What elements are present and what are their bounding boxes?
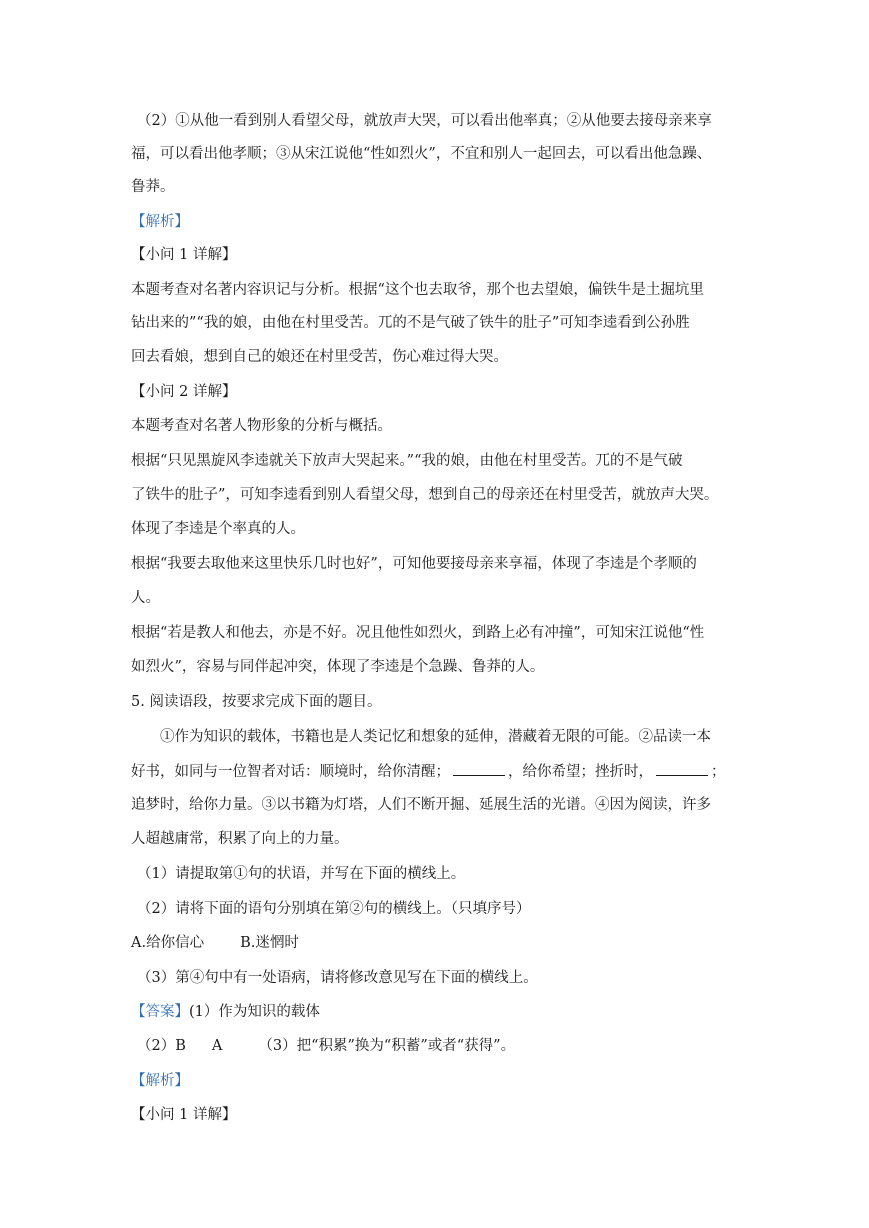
options-line bbox=[131, 933, 741, 953]
passage-line-2-c: ； bbox=[711, 764, 726, 780]
sub-question-1-heading-2: 【小问 1 详解】 bbox=[131, 1107, 237, 1123]
analysis-2-line-1: 根据“只见黑旋风李逵就关下放声大哭起来。”“我的娘，由他在村里受苦。兀的不是气破 bbox=[131, 453, 683, 469]
answer-tag: 【答案】 bbox=[131, 1004, 189, 1020]
answer-5-1: (1）作为知识的载体 bbox=[189, 1004, 320, 1020]
answer-5-3: （3）把“积累”换为“积蓄”或者“获得”。 bbox=[258, 1038, 516, 1054]
analysis-1-line-3: 回去看娘，想到自己的娘还在村里受苦，伤心难过得大哭。 bbox=[131, 349, 508, 365]
passage-line-2 bbox=[131, 761, 741, 782]
option-b: B.迷惘时 bbox=[240, 935, 299, 951]
passage-line-1: ①作为知识的载体，书籍也是人类记忆和想象的延伸，潜藏着无限的可能。②品读一本 bbox=[160, 729, 711, 745]
passage-line-2-b: ，给你希望；挫折时， bbox=[508, 764, 653, 780]
analysis-2-line-2: 了铁牛的肚子”，可知李逵看到别人看望父母，想到自己的母亲还在村里受苦，就放声大哭。 bbox=[131, 487, 719, 503]
answer-line-2-part1: （2）①从他一看到别人看望父母，就放声大哭，可以看出他率真；②从他要去接母亲来享 bbox=[137, 113, 712, 129]
sub-question-5-1: （1）请提取第①句的状语，并写在下面的横线上。 bbox=[137, 866, 466, 882]
sub-question-1-heading: 【小问 1 详解】 bbox=[131, 247, 237, 263]
sub-question-2-heading: 【小问 2 详解】 bbox=[131, 384, 237, 400]
analysis-heading: 【解析】 bbox=[131, 214, 189, 230]
sub-question-5-2: （2）请将下面的语句分别填在第②句的横线上。（只填序号） bbox=[137, 901, 531, 917]
question-5-title: 5. 阅读语段，按要求完成下面的题目。 bbox=[131, 694, 382, 710]
analysis-heading-2: 【解析】 bbox=[131, 1073, 189, 1089]
answer-5-2-b: A bbox=[211, 1038, 223, 1054]
answer-line-2-part3: 鲁莽。 bbox=[131, 179, 175, 195]
analysis-2-intro: 本题考查对名著人物形象的分析与概括。 bbox=[131, 418, 392, 434]
analysis-1-line-1: 本题考查对名著内容识记与分析。根据“这个也去取爷，那个也去望娘，偏铁牛是土掘坑里 bbox=[131, 282, 704, 298]
fill-blank-1 bbox=[453, 761, 505, 776]
analysis-2-line-3: 体现了李逵是个率真的人。 bbox=[131, 521, 305, 537]
analysis-2-line-7: 如烈火”，容易与同伴起冲突，体现了李逵是个急躁、鲁莽的人。 bbox=[131, 659, 545, 675]
answer-line-2-part2: 福，可以看出他孝顺；③从宋江说他“性如烈火”，不宜和别人一起回去，可以看出他急躁、 bbox=[131, 146, 712, 162]
answer-line-5-2 bbox=[137, 1036, 747, 1056]
fill-blank-2 bbox=[656, 761, 708, 776]
option-a: A.给你信心 bbox=[131, 935, 205, 951]
sub-question-5-3: （3）第④句中有一处语病，请将修改意见写在下面的横线上。 bbox=[137, 970, 538, 986]
analysis-2-line-5: 人。 bbox=[131, 590, 160, 606]
passage-line-4: 人超越庸常，积累了向上的力量。 bbox=[131, 831, 349, 847]
analysis-2-line-4: 根据“我要去取他来这里快乐几时也好”，可知他要接母亲来享福，体现了李逵是个孝顺的 bbox=[131, 556, 697, 572]
answer-line-5-1 bbox=[131, 1002, 741, 1022]
analysis-2-line-6: 根据“若是教人和他去，亦是不好。况且他性如烈火，到路上必有冲撞”，可知宋江说他“性 bbox=[131, 625, 705, 641]
answer-5-2-a: （2）B bbox=[137, 1038, 186, 1054]
passage-line-2-a: 好书，如同与一位智者对话：顺境时，给你清醒； bbox=[131, 764, 450, 780]
passage-line-3: 追梦时，给你力量。③以书籍为灯塔，人们不断开掘、延展生活的光谱。④因为阅读，许多 bbox=[131, 797, 711, 813]
analysis-1-line-2: 钻出来的”“我的娘，由他在村里受苦。兀的不是气破了铁牛的肚子”可知李逵看到公孙胜 bbox=[131, 315, 690, 331]
